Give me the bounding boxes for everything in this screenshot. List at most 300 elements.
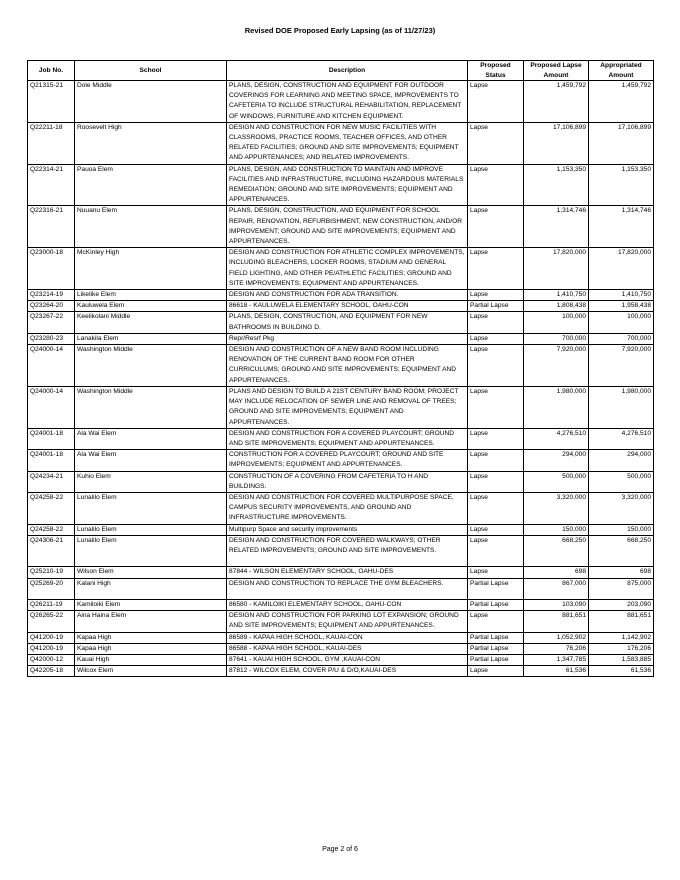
cell-proposed-status-text: Lapse (470, 334, 488, 342)
cell-proposed-lapse-amount-text: 500,000 (562, 472, 586, 480)
cell-proposed-status (468, 164, 524, 206)
table-row (28, 632, 654, 643)
cell-school-text: Washington Middle (77, 346, 133, 354)
cell-proposed-status (468, 524, 524, 535)
cell-description (227, 524, 468, 535)
cell-job-no (28, 345, 75, 387)
cell-proposed-status-text: Partial Lapse (470, 579, 509, 587)
cell-school (75, 654, 227, 665)
cell-description-text: PLANS, DESIGN, AND CONSTRUCTION TO MAINTAIN AND IMPROVE FACILITIES AND INFRASTRUCTURE, INCLUDING HAZARDOUS MATERIALS REMEDIATION; GROUND AND SITE IMPROVEMENTS; EQUIPMENT AND APPURTENANCES. (229, 165, 464, 204)
cell-proposed-lapse-amount (524, 567, 589, 578)
cell-school-text: Dole Middle (77, 82, 112, 89)
cell-description-text: DESIGN AND CONSTRUCTION FOR ATHLETIC COMPLEX IMPROVEMENTS, INCLUDING BLEACHERS, LOCKER ROOMS, STADIUM AND GENERAL FIELD LIGHTING, AND OTHER PE/ATHLETIC FACILITIES; GROUND AND SITE IMPROVEMENTS; EQUIPMENT AND APPURTENANCES. (229, 249, 465, 287)
table-row (28, 248, 654, 290)
cell-appropriated-amount-text: 176,206 (627, 644, 651, 652)
cell-school-text: Washington Middle (77, 387, 133, 395)
cell-description (227, 428, 468, 449)
cell-proposed-lapse-amount-text: 668,250 (562, 536, 586, 544)
cell-job-no-text: Q21315-21 (30, 82, 63, 89)
cell-description-text: DESIGN AND CONSTRUCTION FOR A COVERED PLAYCOURT; GROUND AND SITE IMPROVEMENTS; EQUIPMENT AND APPURTENANCES. (229, 429, 455, 447)
cell-description (227, 206, 468, 248)
cell-appropriated-amount (589, 428, 654, 449)
header-lapse-line2: Amount (543, 71, 569, 79)
cell-description (227, 666, 468, 677)
cell-proposed-status (468, 535, 524, 567)
cell-job-no (28, 599, 75, 610)
cell-proposed-status (468, 345, 524, 387)
cell-job-no (28, 524, 75, 535)
table-row (28, 524, 654, 535)
cell-proposed-status (468, 301, 524, 312)
cell-proposed-lapse-amount (524, 312, 589, 333)
cell-proposed-status (468, 450, 524, 471)
cell-proposed-status-text: Lapse (470, 387, 488, 395)
cell-appropriated-amount (589, 567, 654, 578)
cell-job-no (28, 450, 75, 471)
cell-appropriated-amount-text: 1,459,792 (621, 82, 651, 89)
cell-proposed-status (468, 290, 524, 301)
cell-school-text: Kalani High (77, 579, 111, 587)
cell-proposed-status (468, 248, 524, 290)
cell-description (227, 567, 468, 578)
cell-appropriated-amount (589, 301, 654, 312)
cell-appropriated-amount-text: 17,820,000 (617, 249, 651, 257)
cell-description-text: DESIGN AND CONSTRUCTION FOR NEW MUSIC FACILITIES WITH CLASSROOMS, PRACTICE ROOMS, TEACHER OFFICES, AND OTHER RELATED FACILITIES; GROUND AND SITE IMPROVEMENTS; EQUIPMENT AND APPURTENANCES; AND RELATED IMPROVEMENTS. (229, 123, 459, 162)
cell-description-text: PLANS, DESIGN, CONSTRUCTION AND EQUIPMENT FOR OUTDOOR COVERINGS FOR LEARNING AND MEETING SPACE, IMPROVEMENTS TO CAFETERIA TO INCLUDE STRUCTURAL REHABILITATION, REPLACEMENT OF WINDOWS, FURNITURE AND KITCHEN EQUIPMENT. (229, 82, 462, 120)
cell-proposed-lapse-amount (524, 122, 589, 164)
cell-appropriated-amount-text: 7,920,000 (621, 346, 651, 354)
cell-job-no-text: Q24000-14 (30, 387, 63, 395)
cell-proposed-status-text: Lapse (470, 493, 488, 501)
table-row (28, 567, 654, 578)
cell-appropriated-amount (589, 450, 654, 471)
table-row (28, 122, 654, 164)
cell-description-text: Repr/Resrf Pkg (229, 334, 275, 342)
cell-proposed-lapse-amount-text: 867,000 (562, 579, 586, 587)
cell-appropriated-amount-text: 1,410,750 (621, 291, 651, 299)
cell-school-text: Ala Wai Elem (77, 451, 117, 459)
cell-description (227, 578, 468, 599)
cell-proposed-status (468, 578, 524, 599)
cell-school-text: Kamiloiki Elem (77, 600, 121, 608)
cell-proposed-lapse-amount (524, 471, 589, 492)
cell-appropriated-amount (589, 312, 654, 333)
table-row (28, 386, 654, 428)
cell-appropriated-amount (589, 578, 654, 599)
cell-description-text: Multipurp Space and security improvements (229, 525, 358, 533)
cell-proposed-status (468, 386, 524, 428)
cell-job-no (28, 428, 75, 449)
cell-job-no (28, 535, 75, 567)
cell-description-text: DESIGN AND CONSTRUCTION FOR ADA TRANSITION. (229, 291, 399, 299)
cell-proposed-status (468, 312, 524, 333)
cell-school (75, 81, 227, 123)
cell-proposed-status-text: Lapse (470, 313, 488, 321)
cell-appropriated-amount-text: 100,000 (627, 313, 651, 321)
cell-proposed-lapse-amount-text: 76,206 (565, 644, 586, 652)
cell-appropriated-amount-text: 1,583,885 (621, 655, 651, 663)
table-row (28, 164, 654, 206)
page-number: Page 2 of 6 (322, 846, 358, 853)
cell-description-text: DESIGN AND CONSTRUCTION FOR COVERED MULTIPURPOSE SPACE, CAMPUS SECURITY IMPROVEMENTS, AND GROUND AND INFRASTRUCTURE IMPROVEMENTS. (229, 493, 454, 522)
cell-proposed-lapse-amount (524, 578, 589, 599)
cell-school (75, 290, 227, 301)
cell-job-no (28, 301, 75, 312)
cell-description (227, 643, 468, 654)
table-row (28, 428, 654, 449)
cell-description (227, 492, 468, 524)
cell-proposed-lapse-amount (524, 632, 589, 643)
cell-job-no-text: Q23000-18 (30, 249, 63, 257)
table-row (28, 206, 654, 248)
cell-school-text: Lanakila Elem (77, 334, 119, 342)
cell-proposed-lapse-amount-text: 1,314,746 (556, 207, 586, 215)
cell-proposed-status (468, 206, 524, 248)
cell-appropriated-amount (589, 611, 654, 632)
cell-appropriated-amount (589, 122, 654, 164)
cell-school (75, 450, 227, 471)
cell-proposed-lapse-amount-text: 1,808,438 (556, 302, 586, 310)
cell-proposed-lapse-amount-text: 698 (574, 568, 586, 576)
cell-school (75, 632, 227, 643)
table-row (28, 290, 654, 301)
cell-description-text: 86618 - KAULUWELA ELEMENTARY SCHOOL, OAHU-CON (229, 302, 409, 310)
cell-description (227, 599, 468, 610)
cell-appropriated-amount (589, 333, 654, 344)
cell-appropriated-amount-text: 150,000 (627, 525, 651, 533)
cell-job-no (28, 611, 75, 632)
cell-proposed-status (468, 599, 524, 610)
table-row (28, 654, 654, 665)
cell-appropriated-amount (589, 81, 654, 123)
table-row (28, 81, 654, 123)
cell-proposed-lapse-amount-text: 1,153,350 (556, 165, 586, 173)
page-title: Revised DOE Proposed Early Lapsing (as of 11/27/23) (244, 26, 436, 35)
cell-proposed-lapse-amount (524, 535, 589, 567)
cell-job-no-text: Q23280-23 (30, 334, 63, 342)
cell-proposed-status-text: Partial Lapse (470, 600, 509, 608)
cell-proposed-status (468, 428, 524, 449)
cell-job-no (28, 206, 75, 248)
cell-appropriated-amount-text: 875,000 (627, 579, 651, 587)
cell-appropriated-amount-text: 61,536 (630, 667, 651, 675)
cell-job-no-text: Q23264-20 (30, 302, 63, 310)
cell-school (75, 471, 227, 492)
table-header-row (28, 61, 654, 81)
cell-description (227, 611, 468, 632)
cell-description (227, 345, 468, 387)
cell-appropriated-amount-text: 3,320,000 (621, 493, 651, 501)
cell-appropriated-amount (589, 654, 654, 665)
table-body (28, 81, 654, 677)
cell-job-no (28, 471, 75, 492)
cell-school (75, 567, 227, 578)
cell-job-no-text: Q24000-14 (30, 346, 63, 354)
cell-job-no (28, 632, 75, 643)
cell-proposed-lapse-amount (524, 301, 589, 312)
cell-appropriated-amount-text: 4,276,510 (621, 429, 651, 437)
table-row (28, 611, 654, 632)
cell-proposed-lapse-amount (524, 386, 589, 428)
cell-school (75, 333, 227, 344)
cell-proposed-lapse-amount-text: 1,980,000 (556, 387, 586, 395)
cell-job-no (28, 578, 75, 599)
cell-proposed-lapse-amount (524, 333, 589, 344)
table-row (28, 535, 654, 567)
cell-appropriated-amount (589, 599, 654, 610)
cell-proposed-status-text: Lapse (470, 568, 488, 576)
cell-proposed-status (468, 122, 524, 164)
cell-job-no-text: Q22316-21 (30, 207, 63, 215)
cell-school (75, 428, 227, 449)
cell-proposed-lapse-amount-text: 1,410,750 (556, 291, 586, 299)
table-row (28, 345, 654, 387)
cell-description-text: DESIGN AND CONSTRUCTION FOR COVERED WALKWAYS; OTHER RELATED IMPROVEMENTS; GROUND AND SITE IMPROVEMENTS. (229, 536, 441, 554)
cell-proposed-lapse-amount (524, 611, 589, 632)
table-row (28, 333, 654, 344)
cell-school-text: McKinley High (77, 249, 120, 257)
cell-school (75, 164, 227, 206)
cell-description-text: DESIGN AND CONSTRUCTION TO REPLACE THE GYM BLEACHERS. (229, 579, 444, 587)
cell-proposed-lapse-amount-text: 100,000 (562, 313, 586, 321)
cell-job-no-text: Q24001-18 (30, 429, 63, 437)
cell-proposed-lapse-amount (524, 81, 589, 123)
cell-proposed-lapse-amount (524, 643, 589, 654)
cell-school (75, 312, 227, 333)
cell-proposed-status (468, 666, 524, 677)
cell-appropriated-amount-text: 1,153,350 (621, 165, 651, 173)
cell-school (75, 386, 227, 428)
table-row (28, 301, 654, 312)
cell-job-no-text: Q24234-21 (30, 472, 63, 480)
cell-school (75, 492, 227, 524)
table-row (28, 666, 654, 677)
cell-proposed-status-text: Lapse (470, 536, 488, 544)
cell-job-no (28, 164, 75, 206)
cell-school (75, 643, 227, 654)
cell-school-text: Kuhio Elem (77, 472, 111, 480)
cell-appropriated-amount (589, 248, 654, 290)
header-approp-line1: Appropriated (600, 62, 642, 69)
cell-description-text: 87812 - WILCOX ELEM, COVER P/U & D/O,KAUAI-DES (229, 667, 397, 675)
cell-school-text: Lunalilo Elem (77, 493, 117, 501)
cell-job-no-text: Q24306-21 (30, 536, 63, 544)
cell-job-no-text: Q24258-22 (30, 493, 63, 501)
cell-school-text: Kapaa High (77, 644, 112, 652)
cell-appropriated-amount (589, 471, 654, 492)
cell-proposed-status (468, 81, 524, 123)
cell-proposed-lapse-amount (524, 524, 589, 535)
cell-description (227, 81, 468, 123)
cell-proposed-lapse-amount-text: 4,276,510 (556, 429, 586, 437)
cell-school (75, 599, 227, 610)
cell-proposed-lapse-amount-text: 3,320,000 (556, 493, 586, 501)
cell-description (227, 386, 468, 428)
cell-proposed-status (468, 643, 524, 654)
cell-appropriated-amount-text: 698 (639, 568, 651, 576)
cell-proposed-lapse-amount-text: 1,052,902 (556, 633, 586, 641)
cell-description-text: PLANS AND DESIGN TO BUILD A 21ST CENTURY BAND ROOM; PROJECT MAY INCLUDE RELOCATION OF SEWER LINE AND REMOVAL OF TREES; GROUND AND SITE IMPROVEMENTS; EQUIPMENT AND APPURTENANCES. (229, 387, 459, 426)
cell-proposed-status-text: Lapse (470, 472, 488, 480)
cell-proposed-lapse-amount-text: 103,090 (562, 600, 586, 608)
cell-school (75, 666, 227, 677)
cell-proposed-status (468, 333, 524, 344)
cell-job-no-text: Q26265-22 (30, 612, 63, 620)
cell-proposed-status (468, 632, 524, 643)
cell-proposed-status-text: Lapse (470, 612, 488, 620)
header-status-line2: Status (485, 71, 506, 79)
cell-description-text: 86580 - KAMILOIKI ELEMENTARY SCHOOL, OAHU-CON (229, 600, 402, 608)
cell-proposed-status-text: Lapse (470, 291, 488, 299)
cell-job-no-text: Q23214-19 (30, 291, 63, 299)
cell-proposed-status (468, 471, 524, 492)
cell-proposed-lapse-amount (524, 654, 589, 665)
cell-job-no-text: Q24001-18 (30, 451, 63, 459)
cell-school-text: Kauai High (77, 655, 110, 663)
lapsing-table (27, 60, 654, 677)
cell-appropriated-amount-text: 1,980,000 (621, 387, 651, 395)
cell-proposed-status (468, 567, 524, 578)
cell-job-no (28, 333, 75, 344)
cell-proposed-status-text: Lapse (470, 346, 488, 354)
cell-appropriated-amount-text: 500,000 (627, 472, 651, 480)
cell-school-text: Keelikolani Middle (77, 313, 131, 321)
cell-proposed-status-text: Lapse (470, 249, 488, 257)
cell-appropriated-amount (589, 386, 654, 428)
cell-job-no-text: Q25269-20 (30, 579, 63, 587)
cell-proposed-lapse-amount (524, 290, 589, 301)
cell-job-no-text: Q22211-18 (30, 123, 63, 131)
cell-description (227, 632, 468, 643)
cell-appropriated-amount (589, 524, 654, 535)
cell-school (75, 345, 227, 387)
cell-description (227, 122, 468, 164)
cell-proposed-lapse-amount (524, 450, 589, 471)
cell-job-no-text: Q42000-12 (30, 655, 63, 663)
cell-school (75, 578, 227, 599)
cell-job-no-text: Q24258-22 (30, 525, 63, 533)
cell-proposed-lapse-amount (524, 599, 589, 610)
header-status-line1: Proposed (480, 62, 511, 69)
cell-appropriated-amount-text: 881,651 (627, 612, 651, 620)
cell-appropriated-amount (589, 345, 654, 387)
cell-appropriated-amount (589, 632, 654, 643)
table-row (28, 643, 654, 654)
cell-description-text: 87844 - WILSON ELEMENTARY SCHOOL, OAHU-DES (229, 568, 394, 576)
cell-proposed-lapse-amount (524, 428, 589, 449)
cell-job-no (28, 492, 75, 524)
cell-proposed-lapse-amount-text: 1,459,792 (556, 82, 586, 89)
cell-job-no (28, 312, 75, 333)
cell-description (227, 333, 468, 344)
cell-appropriated-amount-text: 1,958,438 (621, 302, 651, 310)
cell-job-no-text: Q42205-18 (30, 667, 63, 675)
cell-appropriated-amount-text: 1,314,746 (621, 207, 651, 215)
cell-description-text: PLANS, DESIGN, CONSTRUCTION, AND EQUIPMENT FOR SCHOOL REPAIR, RENOVATION, REFURBISHMENT, NEW CONSTRUCTION, AND/OR IMPROVEMENT; GROUND AND SITE IMPROVEMENTS; EQUIPMENT AND APPURTENANCES. (229, 207, 462, 246)
cell-proposed-status (468, 611, 524, 632)
cell-proposed-status-text: Partial Lapse (470, 302, 509, 310)
cell-proposed-lapse-amount (524, 666, 589, 677)
cell-proposed-status (468, 492, 524, 524)
cell-description (227, 290, 468, 301)
cell-description (227, 312, 468, 333)
cell-description (227, 654, 468, 665)
cell-description (227, 248, 468, 290)
cell-description (227, 535, 468, 567)
table-row (28, 312, 654, 333)
cell-proposed-status-text: Lapse (470, 165, 488, 173)
header-proposed-lapse-amount (524, 61, 589, 81)
cell-job-no-text: Q25210-19 (30, 568, 63, 576)
cell-job-no (28, 666, 75, 677)
cell-description-text: PLANS, DESIGN, CONSTRUCTION, AND EQUIPMENT FOR NEW BATHROOMS IN BUILDING D. (229, 313, 428, 331)
cell-job-no (28, 567, 75, 578)
cell-appropriated-amount (589, 666, 654, 677)
header-proposed-status (468, 61, 524, 81)
cell-appropriated-amount (589, 164, 654, 206)
cell-proposed-status-text: Lapse (470, 525, 488, 533)
cell-job-no (28, 654, 75, 665)
header-school: School (75, 61, 227, 81)
header-appropriated-amount (589, 61, 654, 81)
table-row (28, 450, 654, 471)
cell-description (227, 471, 468, 492)
cell-appropriated-amount-text: 668,250 (627, 536, 651, 544)
header-description: Description (227, 61, 468, 81)
cell-appropriated-amount-text: 17,106,899 (617, 123, 651, 131)
cell-school-text: Ala Wai Elem (77, 429, 117, 437)
cell-proposed-status-text: Lapse (470, 667, 488, 675)
cell-school (75, 611, 227, 632)
cell-job-no-text: Q22314-21 (30, 165, 63, 173)
cell-description-text: CONSTRUCTION FOR A COVERED PLAYCOURT; GROUND AND SITE IMPROVEMENTS; EQUIPMENT AND APPURTENANCES. (229, 451, 444, 469)
cell-school-text: Aina Haina Elem (77, 612, 127, 620)
cell-job-no (28, 122, 75, 164)
cell-job-no-text: Q23267-22 (30, 313, 63, 321)
cell-appropriated-amount (589, 492, 654, 524)
cell-proposed-lapse-amount (524, 345, 589, 387)
cell-appropriated-amount-text: 1,142,902 (621, 633, 651, 641)
cell-job-no-text: Q26211-19 (30, 600, 63, 608)
cell-proposed-lapse-amount (524, 492, 589, 524)
cell-description (227, 301, 468, 312)
cell-school-text: Likelike Elem (77, 291, 116, 299)
cell-proposed-lapse-amount-text: 294,000 (562, 451, 586, 459)
cell-school (75, 122, 227, 164)
cell-school-text: Wilcox Elem (77, 667, 114, 675)
cell-job-no (28, 386, 75, 428)
header-approp-line2: Amount (608, 71, 634, 79)
cell-school-text: Kauluwela Elem (77, 302, 125, 310)
cell-description-text: 86588 - KAPAA HIGH SCHOOL, KAUAI-DES (229, 644, 362, 652)
cell-appropriated-amount-text: 294,000 (627, 451, 651, 459)
cell-job-no (28, 290, 75, 301)
table-row (28, 578, 654, 599)
cell-school (75, 248, 227, 290)
cell-proposed-status-text: Lapse (470, 451, 488, 459)
cell-appropriated-amount (589, 535, 654, 567)
cell-proposed-status-text: Lapse (470, 123, 488, 131)
cell-proposed-lapse-amount-text: 150,000 (562, 525, 586, 533)
cell-proposed-lapse-amount-text: 700,000 (562, 334, 586, 342)
cell-proposed-status-text: Lapse (470, 429, 488, 437)
cell-job-no-text: Q41200-19 (30, 633, 63, 641)
cell-school-text: Lunalilo Elem (77, 525, 117, 533)
cell-description (227, 450, 468, 471)
table-row (28, 471, 654, 492)
cell-job-no-text: Q41200-19 (30, 644, 63, 652)
cell-description-text: 86589 - KAPAA HIGH SCHOOL, KAUAI-CON (229, 633, 363, 641)
